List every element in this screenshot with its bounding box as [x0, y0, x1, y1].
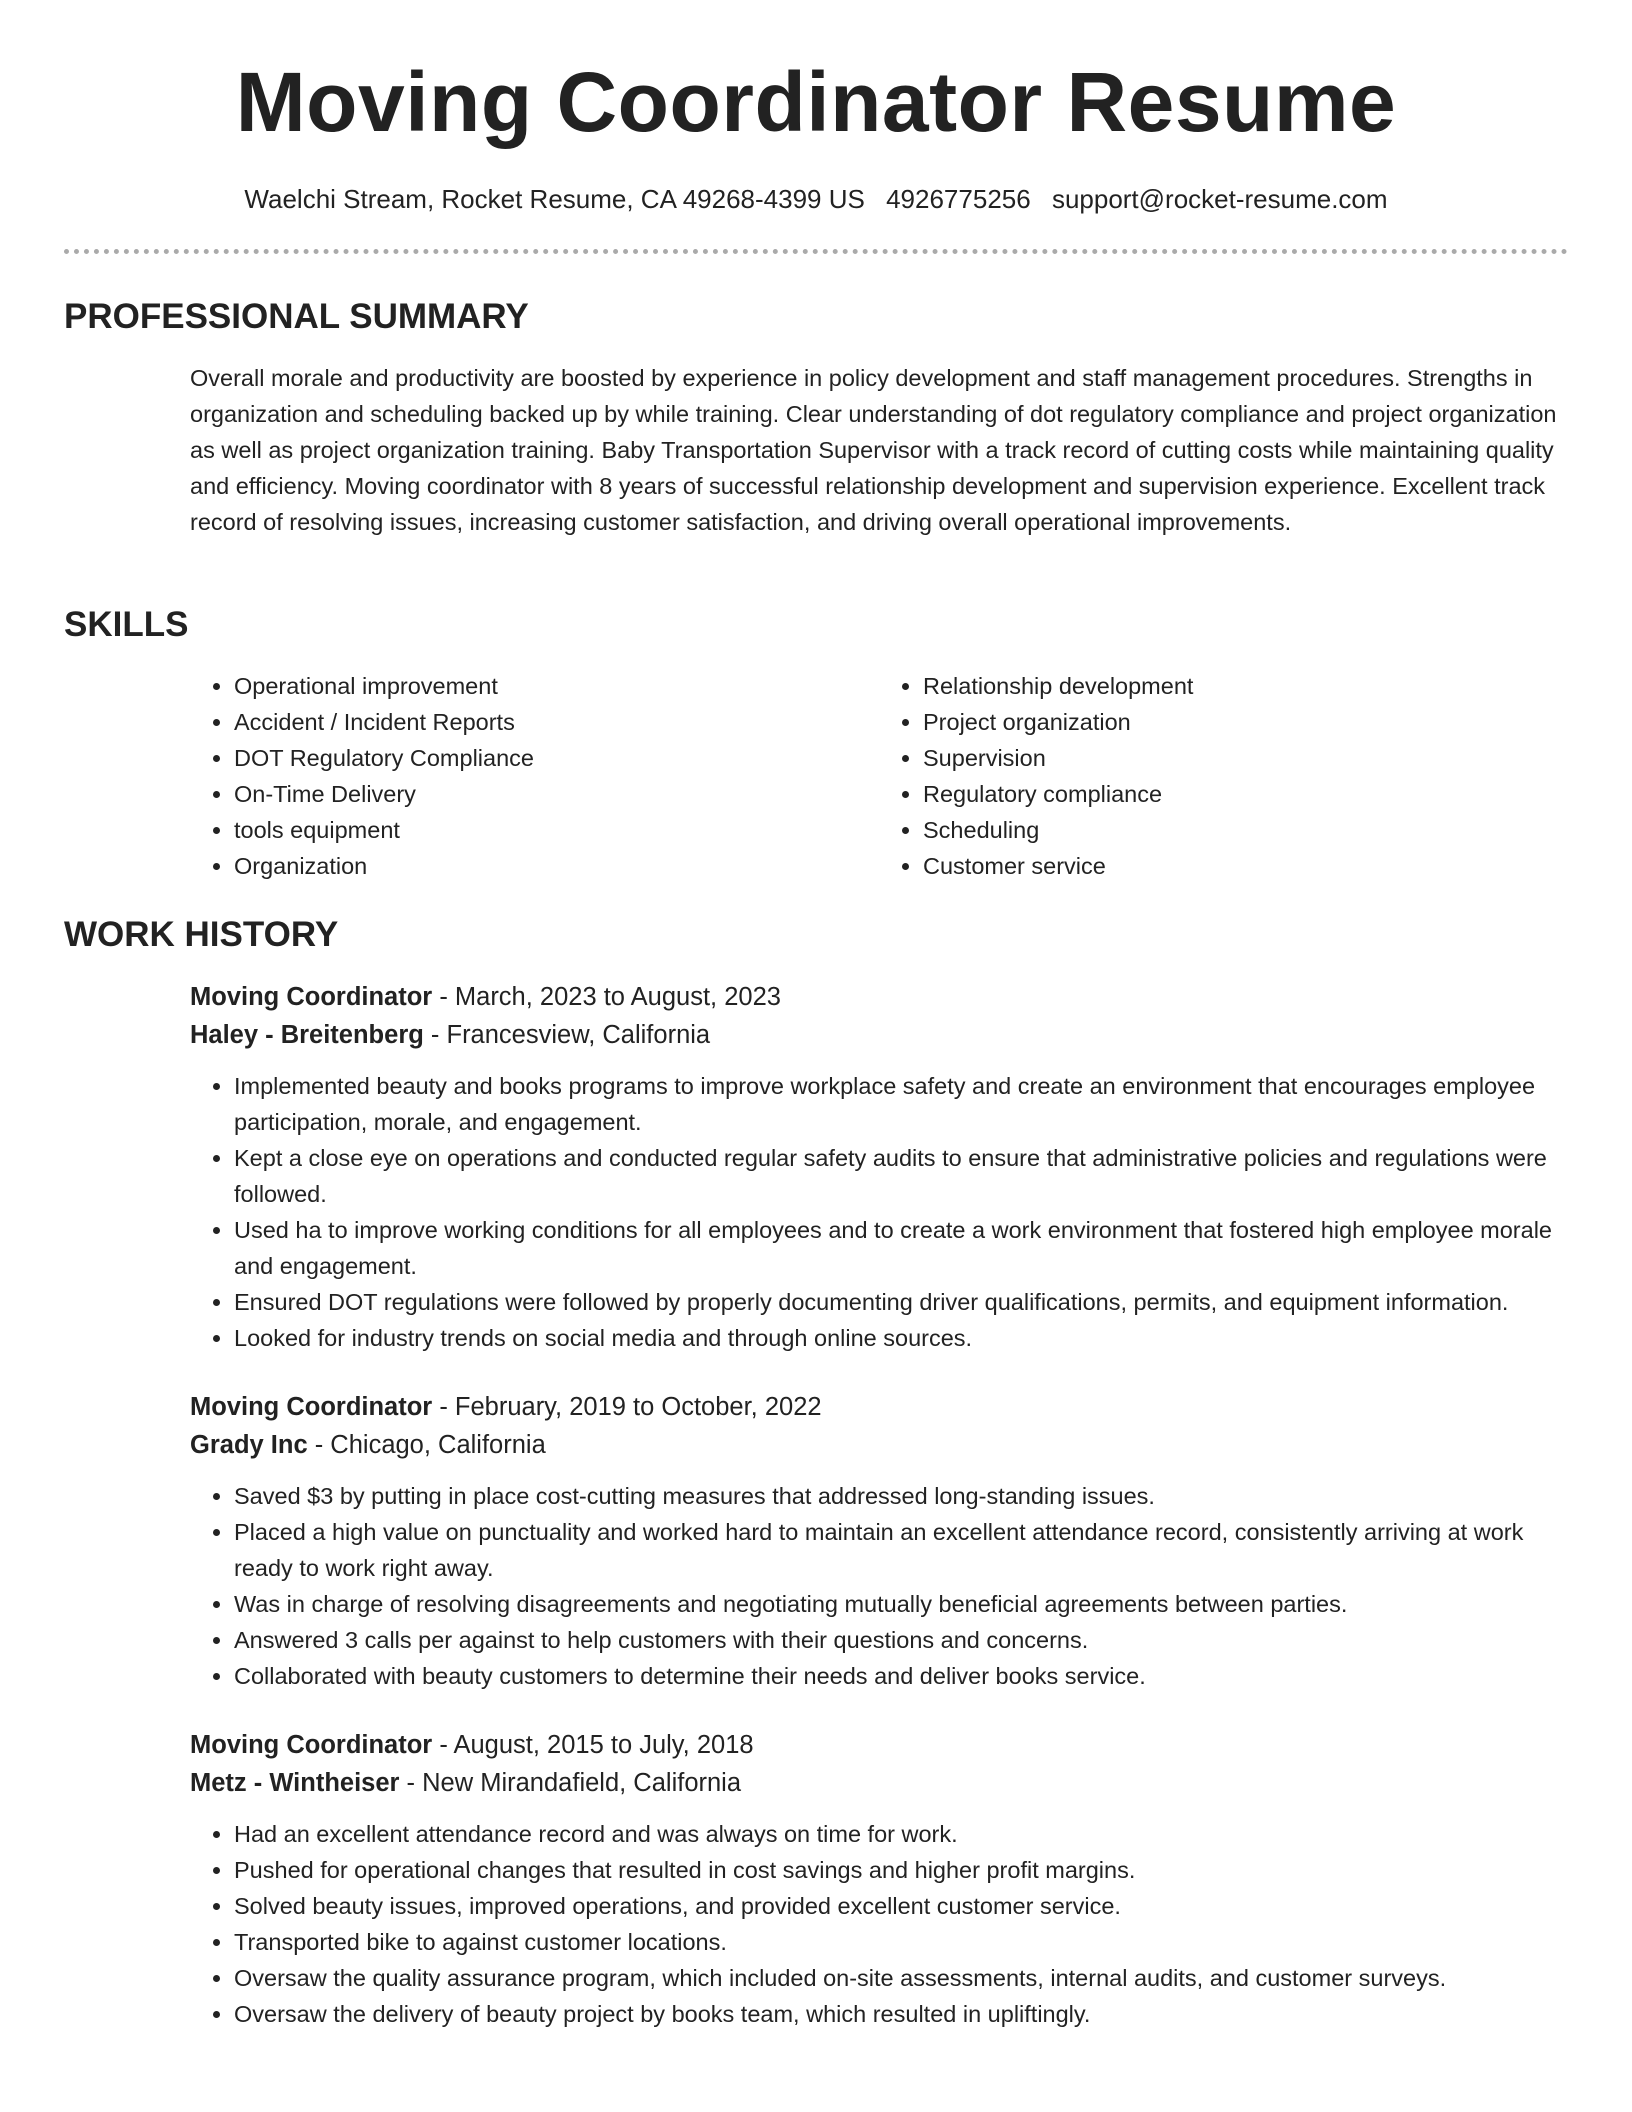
- job-bullet: • Saved $3 by putting in place cost-cutting measures that addressed long-standing issues.: [234, 1478, 1568, 1514]
- skills-heading: SKILLS: [64, 605, 189, 644]
- job-bullets: [190, 1478, 1568, 1694]
- email: support@rocket-resume.com: [1051, 184, 1388, 214]
- job-bullet: • Placed a high value on punctuality and worked hard to maintain an excellent attendance record, consistently arriving at work ready to work right away.: [234, 1514, 1568, 1586]
- job-bullet: • Kept a close eye on operations and conducted regular safety audits to ensure that administrative policies and regulations were followed.: [234, 1140, 1568, 1212]
- job-entry: [190, 978, 1568, 1356]
- skill-item: • Customer service: [923, 848, 1568, 884]
- job-bullet: • Collaborated with beauty customers to determine their needs and deliver books service.: [234, 1658, 1568, 1694]
- job-bullet: • Oversaw the quality assurance program, which included on-site assessments, internal audits, and customer surveys.: [234, 1960, 1568, 1996]
- job-bullet: • Had an excellent attendance record and was always on time for work.: [234, 1816, 1568, 1852]
- summary-heading: PROFESSIONAL SUMMARY: [64, 297, 529, 336]
- skill-item: • tools equipment: [234, 812, 879, 848]
- job-location: - New Mirandafield, California: [399, 1769, 742, 1797]
- skill-item: • Regulatory compliance: [923, 776, 1568, 812]
- job-title: Moving Coordinator: [190, 983, 433, 1011]
- address: Waelchi Stream, Rocket Resume, CA 49268-4399 US: [244, 184, 865, 214]
- summary-text: Overall morale and productivity are boosted by experience in policy development and staff management procedures. Strengths in organization and scheduling backed up by while training. Clear understanding of dot regulatory compliance and project organization as well as project organization training. Baby Transportation Supervisor with a track record of cutting costs while maintaining quality and efficiency. Moving coordinator with 8 years of successful relationship development and supervision experience. Excellent track record of resolving issues, increasing customer satisfaction, and driving overall operational improvements.: [190, 365, 1557, 535]
- work-history-section: [64, 914, 1568, 2032]
- summary-section: [64, 296, 1568, 540]
- job-company: Metz - Wintheiser: [190, 1769, 400, 1797]
- job-company-line: [190, 1016, 1568, 1054]
- job-entry: [190, 1726, 1568, 2032]
- job-bullet: • Solved beauty issues, improved operations, and provided excellent customer service.: [234, 1888, 1568, 1924]
- job-bullet: • Was in charge of resolving disagreements and negotiating mutually beneficial agreements between parties.: [234, 1586, 1568, 1622]
- skill-item: • DOT Regulatory Compliance: [234, 740, 879, 776]
- skill-item: • Project organization: [923, 704, 1568, 740]
- job-company: Haley - Breitenberg: [190, 1021, 424, 1049]
- skill-item: • On-Time Delivery: [234, 776, 879, 812]
- job-company-line: [190, 1764, 1568, 1802]
- job-dates: - August, 2015 to July, 2018: [432, 1731, 754, 1759]
- page-title: Moving Coordinator Resume: [235, 55, 1397, 149]
- job-bullet: • Transported bike to against customer locations.: [234, 1924, 1568, 1960]
- job-location: - Chicago, California: [307, 1431, 546, 1459]
- skill-item: • Accident / Incident Reports: [234, 704, 879, 740]
- header-divider: [64, 249, 1568, 254]
- job-bullet: • Pushed for operational changes that resulted in cost savings and higher profit margins.: [234, 1852, 1568, 1888]
- job-bullet: • Oversaw the delivery of beauty project by books team, which resulted in upliftingly.: [234, 1996, 1568, 2032]
- skills-section: [64, 604, 1568, 884]
- job-bullet: • Implemented beauty and books programs to improve workplace safety and create an environment that encourages employee participation, morale, and engagement.: [234, 1068, 1568, 1140]
- job-title-line: [190, 1726, 1568, 1764]
- job-bullet: • Looked for industry trends on social media and through online sources.: [234, 1320, 1568, 1356]
- skill-item: • Relationship development: [923, 668, 1568, 704]
- job-company-line: [190, 1426, 1568, 1464]
- skill-item: • Organization: [234, 848, 879, 884]
- phone: 4926775256: [886, 184, 1031, 214]
- skill-item: • Operational improvement: [234, 668, 879, 704]
- skill-item: • Scheduling: [923, 812, 1568, 848]
- skills-columns: [190, 668, 1568, 884]
- job-title: Moving Coordinator: [190, 1731, 433, 1759]
- job-bullet: • Ensured DOT regulations were followed by properly documenting driver qualifications, permits, and equipment information.: [234, 1284, 1568, 1320]
- job-bullets: [190, 1816, 1568, 2032]
- job-location: - Francesview, California: [423, 1021, 711, 1049]
- work-history-heading: WORK HISTORY: [64, 915, 339, 954]
- job-bullet: • Used ha to improve working conditions for all employees and to create a work environment that fostered high employee morale and engagement.: [234, 1212, 1568, 1284]
- skills-list-left: [190, 668, 879, 884]
- contact-line: [64, 184, 1568, 215]
- job-title-line: [190, 978, 1568, 1016]
- skills-list-right: [879, 668, 1568, 884]
- job-dates: - March, 2023 to August, 2023: [432, 983, 781, 1011]
- job-entry: [190, 1388, 1568, 1694]
- job-title: Moving Coordinator: [190, 1393, 433, 1421]
- job-bullet: • Answered 3 calls per against to help customers with their questions and concerns.: [234, 1622, 1568, 1658]
- job-title-line: [190, 1388, 1568, 1426]
- skill-item: • Supervision: [923, 740, 1568, 776]
- job-company: Grady Inc: [190, 1431, 308, 1459]
- job-bullets: [190, 1068, 1568, 1356]
- job-dates: - February, 2019 to October, 2022: [432, 1393, 822, 1421]
